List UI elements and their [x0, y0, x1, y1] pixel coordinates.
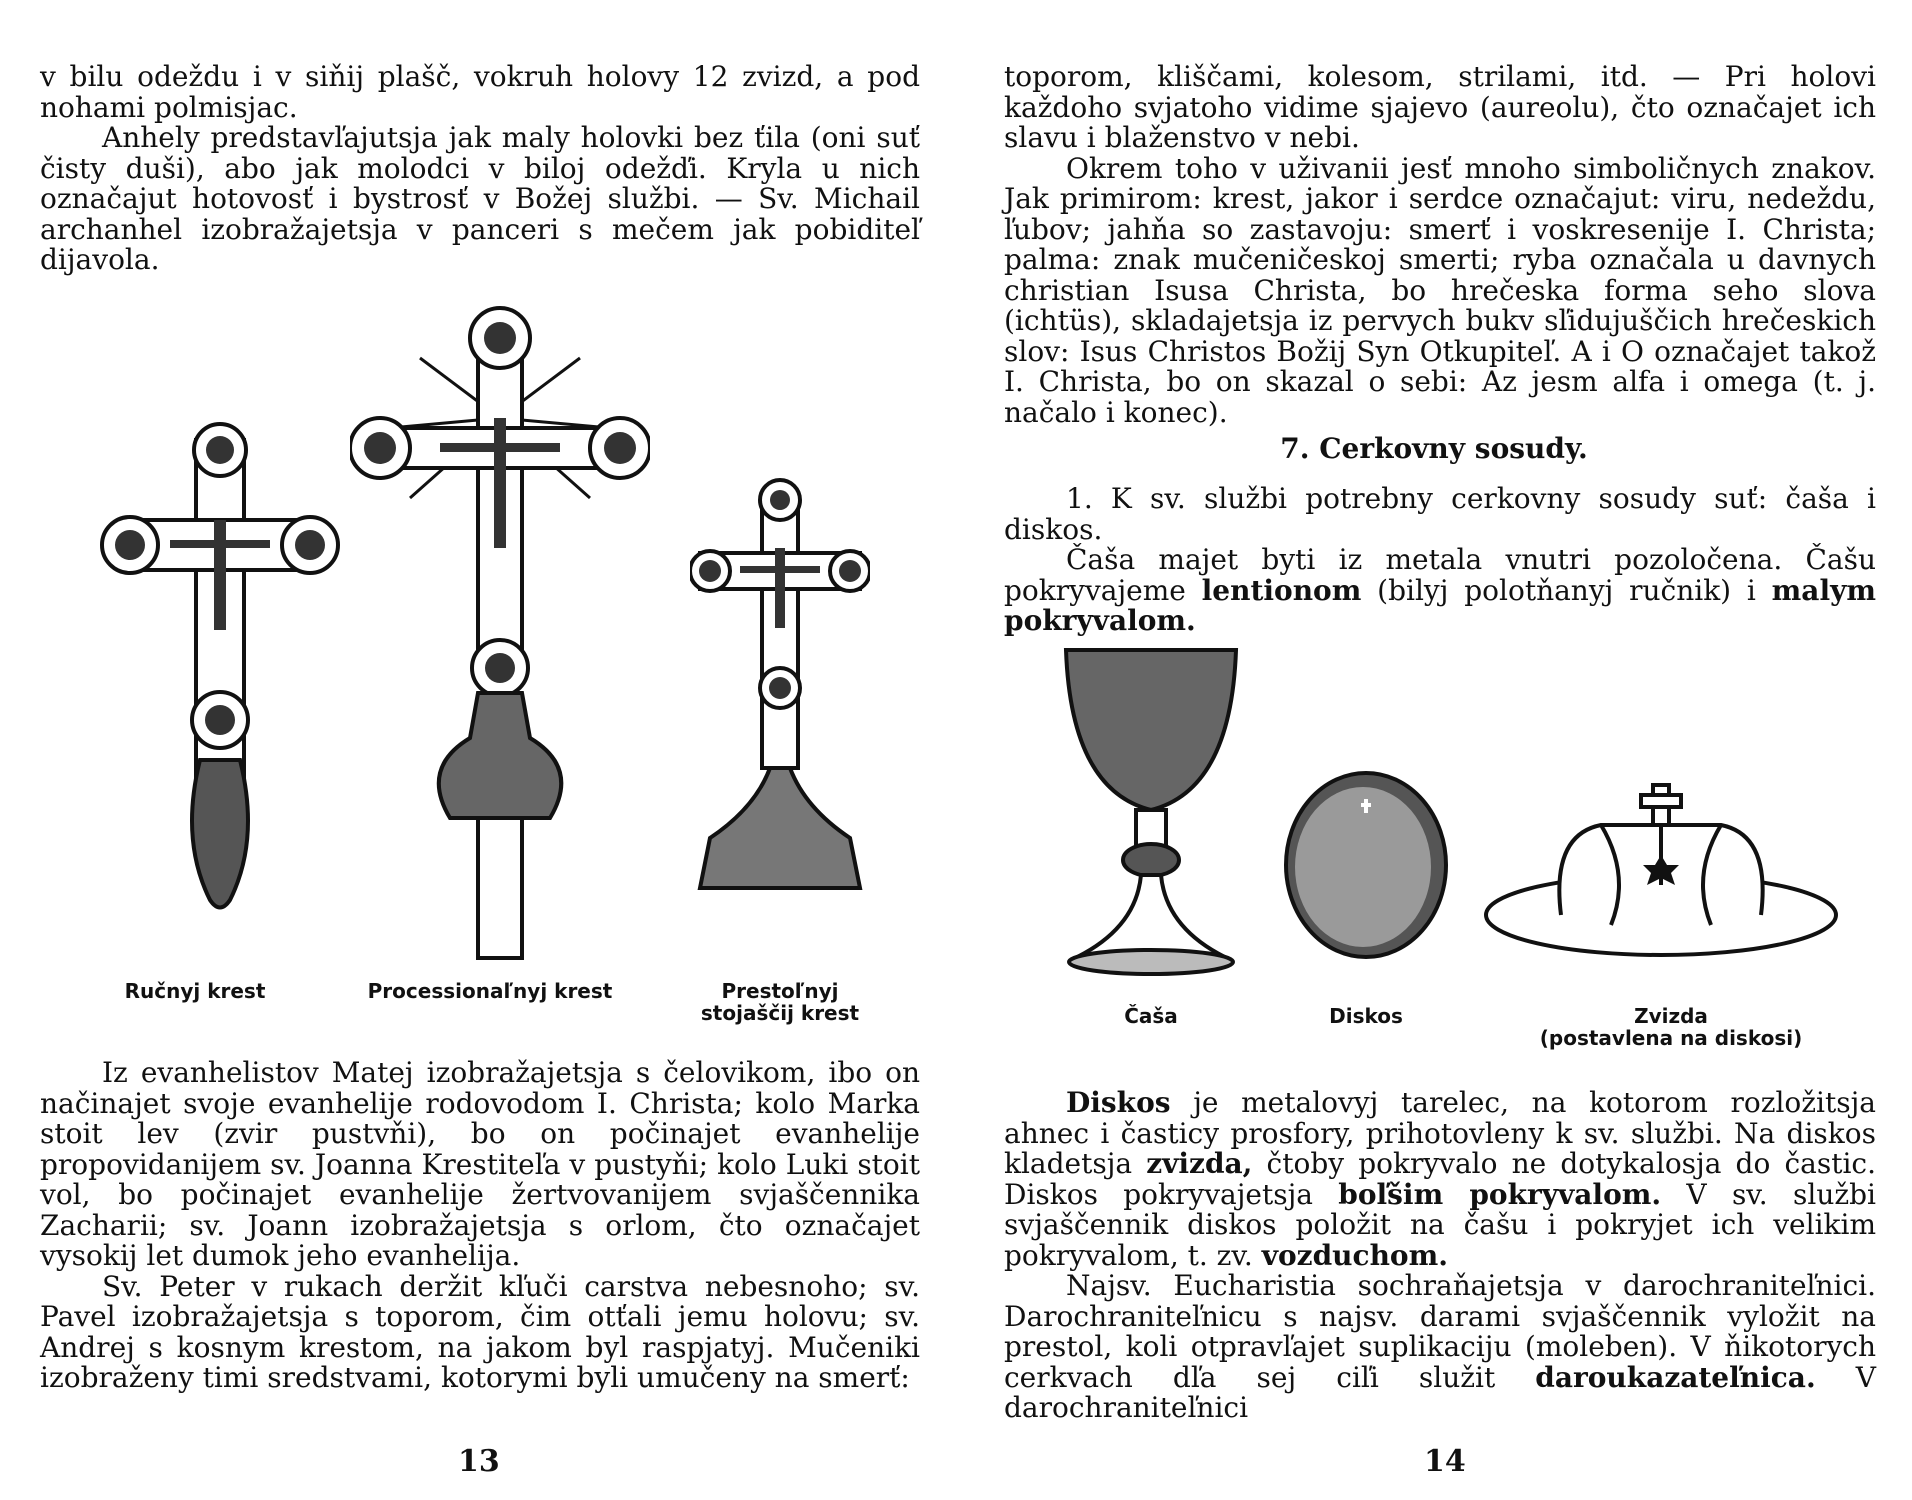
- paragraph: v bilu odeždu i v siňij plašč, vokruh holovy 12 zvizd, a pod nohami polmisjac.: [40, 60, 920, 124]
- caption-line: Prestoľnyj: [721, 979, 839, 1003]
- right-mid-text: [1004, 484, 1876, 637]
- caption-line: (postavlena na diskosi): [1539, 1026, 1803, 1050]
- paragraph: Anhely predstavľajutsja jak maly holovki bez ťila (oni suť čisty duši), abo jak molodci v biloj odežďi. Kryla u nich označajut hotovosť i bystrosť v Božej službi. — Sv. Michail archanhel izobražajetsja v panceri s mečem jak pobiditeľ dijavola.: [40, 121, 920, 276]
- zvizda-illustration: [1481, 765, 1841, 965]
- caption-altar-cross: [670, 980, 890, 1024]
- caption-line: Zvizda: [1634, 1004, 1708, 1028]
- left-bottom-text: [40, 1058, 920, 1394]
- paragraph: Sv. Peter v rukach deržit kľuči carstva nebesnoho; sv. Pavel izobražajetsja s toporom, čim otťali jemu holovu; sv. Andrej s kosnym krestom, na jakom byl raspjatyj. Mučeniki izobraženy timi sredstvami, kotorymi byli umučeny na smerť:: [40, 1269, 920, 1394]
- hand-cross-illustration: [100, 420, 340, 920]
- right-page: [956, 0, 1912, 1500]
- paragraph: toporom, kliščami, kolesom, strilami, itd. — Pri holovi každoho svjatoho vidime sjajevo (aureolu), čto označajet ich slavu i blaženstvo v nebi.: [1004, 60, 1876, 154]
- paragraph: Diskos je metalovyj tarelec, na kotorom rozložitsja ahnec i časticy prosfory, prihotovleny k sv. službi. Na diskos kladetsja zvizda, čtoby pokryvalo ne dotykalosja do častic. Diskos pokryvajetsja boľšim pokryvalom. V sv. službi svjaščennik diskos položit na čašu i pokryjet ich velikim pokryvalom, t. zv. vozduchom.: [1004, 1086, 1876, 1272]
- left-top-text: [40, 62, 920, 276]
- right-bottom-text: [1004, 1088, 1876, 1424]
- paragraph: Čaša majet byti iz metala vnutri pozoločena. Čašu pokryvajeme lentionom (bilyj polotňanyj ručnik) i malym pokryvalom.: [1004, 543, 1876, 637]
- paragraph: Okrem toho v uživanii jesť mnoho simboličnych znakov. Jak primirom: krest, jakor i serdce označajut: viru, nedeždu, ľubov; jahňa so zastavoju: smerť i voskresenije I. Christa; palma: znak mučeničeskoj smerti; ryba označala u davnych christian Isusa Christa, bo hrečeska forma seho slova (ichtüs), skladajetsja iz pervych bukv sľidujuščich hrečeskich slov: Isus Christos Božij Syn Otkupiteľ. A i O označajet takož I. Christa, bo on skazal o sebi: Az jesm alfa i omega (t. j. načalo i konec).: [1004, 151, 1876, 429]
- paragraph: 1. K sv. službi potrebny cerkovny sosudy suť: čaša i diskos.: [1004, 482, 1876, 546]
- processional-cross-illustration: [350, 298, 650, 960]
- caption-line: stojaščij krest: [700, 1001, 860, 1025]
- caption-zvizda: [1516, 1005, 1826, 1049]
- chalice-illustration: [1056, 640, 1246, 980]
- diskos-illustration: [1281, 765, 1451, 965]
- altar-cross-illustration: [690, 478, 870, 898]
- caption-processional-cross: Processionaľnyj krest: [367, 979, 613, 1003]
- paragraph: Iz evanhelistov Matej izobražajetsja s čelovikom, ibo on načinajet svoje evanhelije rodovodom I. Christa; kolo Marka stoit lev (zvir pustvňi), bo on počinajet evanhelije propovidanijem sv. Joanna Krestiteľa v pustyňi; kolo Luki stoit vol, bo počinajet evanhelije žertvovanijem svjaščennika Zacharii; sv. Joann izobražajetsja s orlom, čto označajet vysokij let dumok jeho evanhelija.: [40, 1056, 920, 1272]
- paragraph: Najsv. Eucharistia sochraňajetsja v darochraniteľnici. Darochraniteľnicu s najsv. darami svjaščennik vyložit na prestol, koli otpravľajet suplikaciju (moleben). V ňikotorych cerkvach dľa sej ciľi služit daroukazateľnica. V darochraniteľnici: [1004, 1269, 1877, 1424]
- caption-hand-cross: Ručnyj krest: [124, 979, 266, 1003]
- right-top-text: [1004, 62, 1876, 428]
- page-number: 14: [1424, 1444, 1466, 1479]
- section-heading: 7. Cerkovny sosudy.: [1280, 432, 1588, 465]
- page-number: 13: [458, 1444, 500, 1479]
- caption-diskos: Diskos: [1329, 1004, 1403, 1028]
- caption-chalice: Čaša: [1124, 1004, 1178, 1028]
